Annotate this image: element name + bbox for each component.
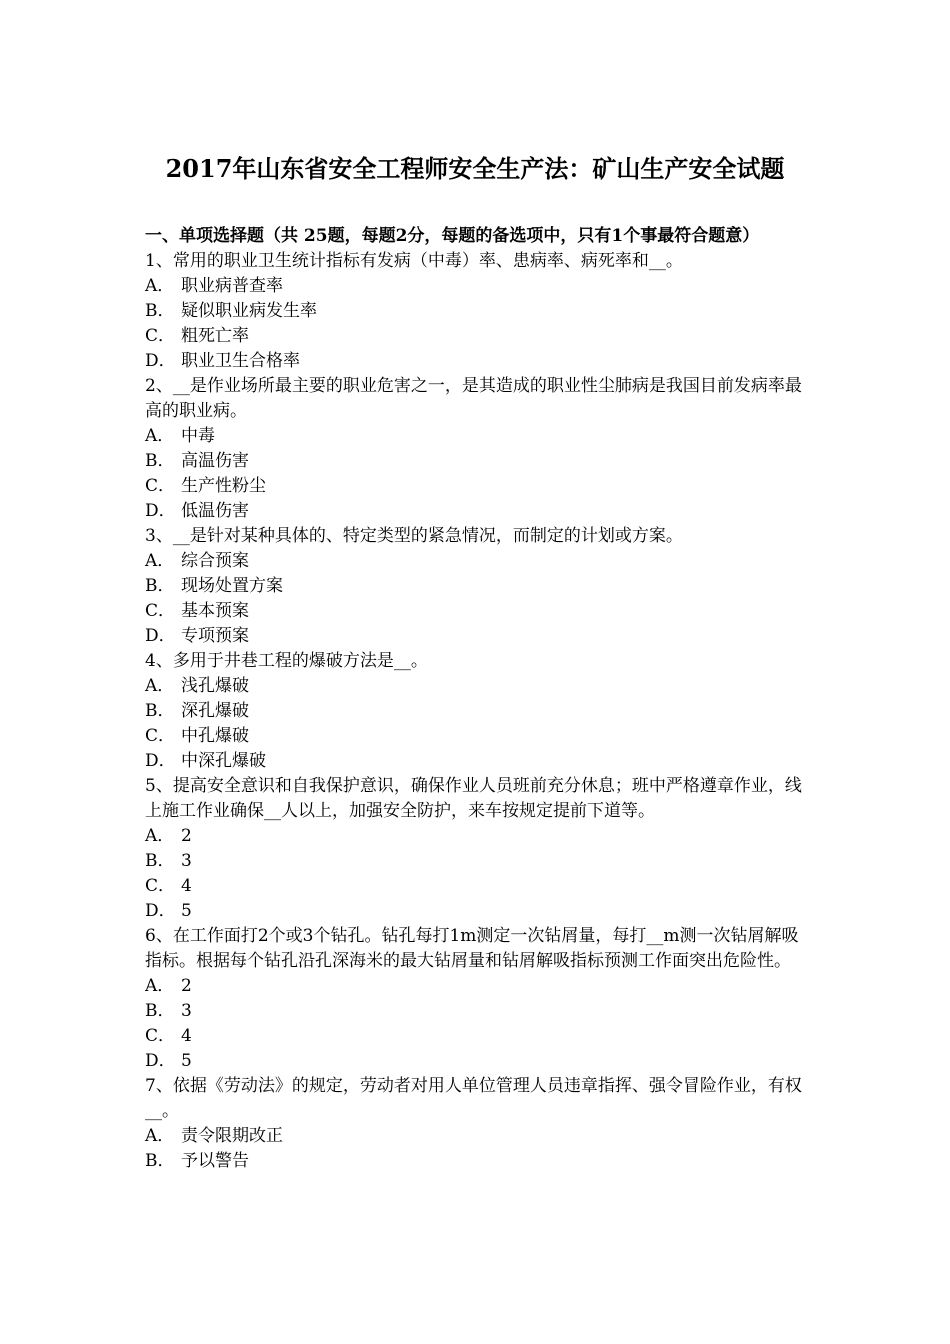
option-letter: B． (145, 451, 175, 471)
answer-option (145, 724, 810, 749)
option-text: 职业卫生合格率 (181, 351, 300, 371)
document-body (145, 224, 810, 1174)
option-text: 4 (181, 1026, 192, 1046)
option-letter: A． (145, 976, 175, 996)
answer-option (145, 1024, 810, 1049)
document-title: 2017年山东省安全工程师安全生产法：矿山生产安全试题 (165, 154, 785, 183)
option-text: 现场处置方案 (181, 576, 283, 596)
section-heading: 一、单项选择题（共 25题，每题2分，每题的备选项中，只有1个事最符合题意） (145, 226, 760, 246)
answer-option (145, 674, 810, 699)
option-letter: D． (145, 1051, 176, 1071)
answer-option (145, 324, 810, 349)
option-text: 5 (181, 1051, 192, 1071)
option-letter: A． (145, 426, 175, 446)
answer-option (145, 824, 810, 849)
option-text: 生产性粉尘 (181, 476, 266, 496)
option-letter: C． (145, 326, 176, 346)
option-letter: B． (145, 1151, 175, 1171)
option-text: 基本预案 (181, 601, 249, 621)
option-letter: B． (145, 701, 175, 721)
option-letter: D． (145, 351, 176, 371)
answer-option (145, 599, 810, 624)
option-letter: C． (145, 476, 176, 496)
answer-option (145, 699, 810, 724)
answer-option (145, 499, 810, 524)
option-letter: A． (145, 676, 175, 696)
option-text: 疑似职业病发生率 (181, 301, 317, 321)
question-item (145, 649, 810, 774)
option-letter: B． (145, 851, 175, 871)
option-text: 4 (181, 876, 192, 896)
option-letter: D． (145, 751, 176, 771)
option-text: 2 (181, 826, 192, 846)
option-text: 中毒 (181, 426, 215, 446)
option-text: 3 (181, 1001, 192, 1021)
question-item (145, 524, 810, 649)
option-letter: A． (145, 551, 175, 571)
answer-option (145, 1124, 810, 1149)
answer-option (145, 474, 810, 499)
answer-option (145, 424, 810, 449)
answer-option (145, 749, 810, 774)
option-letter: D． (145, 501, 176, 521)
question-text: 7、依据《劳动法》的规定，劳动者对用人单位管理人员违章指挥、强令冒险作业，有权__。 (145, 1076, 802, 1121)
option-text: 2 (181, 976, 192, 996)
option-letter: D． (145, 901, 176, 921)
question-list (145, 249, 810, 1174)
question-text: 6、在工作面打2个或3个钻孔。钻孔每打1m测定一次钻屑量，每打__m测一次钻屑解吸指标。根据每个钻孔沿孔深海米的最大钻屑量和钻屑解吸指标预测工作面突出危险性。 (145, 926, 799, 971)
answer-option (145, 999, 810, 1024)
question-text: 5、提高安全意识和自我保护意识，确保作业人员班前充分休息；班中严格遵章作业，线上施工作业确保__人以上，加强安全防护，来车按规定提前下道等。 (145, 776, 802, 821)
option-letter: A． (145, 826, 175, 846)
option-letter: C． (145, 601, 176, 621)
option-text: 中深孔爆破 (181, 751, 266, 771)
answer-option (145, 1049, 810, 1074)
option-letter: A． (145, 276, 175, 296)
option-text: 粗死亡率 (181, 326, 249, 346)
answer-option (145, 974, 810, 999)
question-text: 4、多用于井巷工程的爆破方法是__。 (145, 651, 428, 671)
option-letter: A． (145, 1126, 175, 1146)
option-letter: C． (145, 1026, 176, 1046)
option-letter: B． (145, 1001, 175, 1021)
option-text: 浅孔爆破 (181, 676, 249, 696)
answer-option (145, 624, 810, 649)
option-text: 3 (181, 851, 192, 871)
option-text: 予以警告 (181, 1151, 249, 1171)
answer-option (145, 874, 810, 899)
question-item (145, 374, 810, 524)
question-text: 3、__是针对某种具体的、特定类型的紧急情况，而制定的计划或方案。 (145, 526, 683, 546)
answer-option (145, 274, 810, 299)
question-item (145, 774, 810, 924)
option-text: 5 (181, 901, 192, 921)
answer-option (145, 549, 810, 574)
answer-option (145, 849, 810, 874)
option-text: 高温伤害 (181, 451, 249, 471)
question-item (145, 924, 810, 1074)
option-text: 中孔爆破 (181, 726, 249, 746)
option-letter: C． (145, 876, 176, 896)
answer-option (145, 299, 810, 324)
question-text: 1、常用的职业卫生统计指标有发病（中毒）率、患病率、病死率和__。 (145, 251, 683, 271)
answer-option (145, 574, 810, 599)
question-item (145, 249, 810, 374)
option-letter: C． (145, 726, 176, 746)
option-letter: D． (145, 626, 176, 646)
option-letter: B． (145, 576, 175, 596)
answer-option (145, 449, 810, 474)
option-text: 专项预案 (181, 626, 249, 646)
option-text: 综合预案 (181, 551, 249, 571)
option-text: 职业病普查率 (181, 276, 283, 296)
option-text: 低温伤害 (181, 501, 249, 521)
answer-option (145, 349, 810, 374)
option-text: 责令限期改正 (181, 1126, 283, 1146)
question-item (145, 1074, 810, 1174)
option-letter: B． (145, 301, 175, 321)
question-text: 2、__是作业场所最主要的职业危害之一，是其造成的职业性尘肺病是我国目前发病率最高的职业病。 (145, 376, 802, 421)
answer-option (145, 1149, 810, 1174)
answer-option (145, 899, 810, 924)
option-text: 深孔爆破 (181, 701, 249, 721)
